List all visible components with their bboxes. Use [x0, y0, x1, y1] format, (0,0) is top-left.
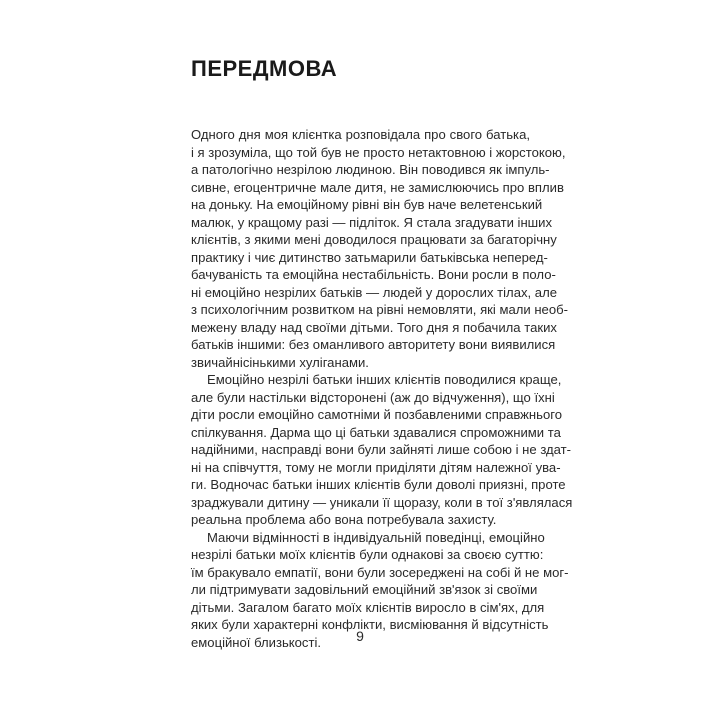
text-line: ли підтримувати задовільний емоційний зв'язок зі своїми — [191, 582, 538, 597]
text-line: малюк, у кращому разі — підліток. Я стала згадувати інших — [191, 214, 553, 230]
text-line: спілкування. Дарма що ці батьки здавалися спроможними та — [191, 424, 561, 440]
text-line: а патологічно незрілою людиною. Він поводився як імпуль- — [191, 162, 550, 177]
text-line: Емоційно незрілі батьки інших клієнтів поводилися краще, — [207, 372, 562, 387]
text-line: але були настільки відсторонені (аж до відчуження), що їхні — [191, 389, 555, 405]
page-number: 9 — [356, 628, 364, 644]
text-line: ні на співчуття, тому не могли приділяти дітям належної ува- — [191, 459, 561, 475]
text-line: яких були характерні конфлікти, висміювання й відсутність — [191, 617, 549, 632]
text-line: надійними, насправді вони були зайняті лише собою і не здат- — [191, 442, 572, 457]
text-line: ні емоційно незрілих батьків — людей у дорослих тілах, але — [191, 284, 558, 300]
text-line: Маючи відмінності в індивідуальній поведінці, емоційно — [207, 529, 545, 545]
text-line: межену владу над своїми дітьми. Того дня я побачила таких — [191, 319, 557, 335]
text-line: звичайнісінькими хуліганами. — [191, 354, 369, 370]
text-line: батьків іншими: без оманливого авторитету вони виявилися — [191, 337, 556, 352]
text-line: з психологічним розвитком на рівні немовляти, які мали необ- — [191, 302, 568, 317]
text-line: реальна проблема або вона потребувала захисту. — [191, 512, 497, 527]
text-line: їм бракувало емпатії, вони були зосереджені на собі й не мог- — [191, 564, 569, 580]
text-line: діти росли емоційно самотніми й позбавленими справжнього — [191, 407, 563, 422]
text-line: незрілі батьки моїх клієнтів були однакові за своєю суттю: — [191, 547, 544, 562]
text-line: на доньку. На емоційному рівні він був наче велетенський — [191, 197, 543, 212]
chapter-title: ПЕРЕДМОВА — [191, 56, 338, 81]
body-text — [191, 126, 573, 651]
text-line: і я зрозуміла, що той був не просто нетактовною і жорстокою, — [191, 144, 566, 160]
text-line: дітьми. Загалом багато моїх клієнтів виросло в сім'ях, для — [191, 599, 545, 615]
text-line: зраджували дитину — уникали її щоразу, коли в тої з'являлася — [191, 494, 573, 510]
text-line: Одного дня моя клієнтка розповідала про свого батька, — [191, 127, 530, 142]
text-line: бачуваність та емоційна нестабільність. Вони росли в поло- — [191, 267, 556, 282]
text-line: клієнтів, з якими мені доводилося працювати за багаторічну — [191, 232, 557, 247]
text-line: сивне, егоцентричне мале дитя, не замислюючись про вплив — [191, 179, 564, 195]
text-line: практику і чиє дитинство затьмарили батьківська неперед- — [191, 249, 548, 265]
text-line: емоційної близькості. — [191, 634, 322, 650]
text-line: ги. Водночас батьки інших клієнтів були доволі приязні, проте — [191, 477, 566, 492]
